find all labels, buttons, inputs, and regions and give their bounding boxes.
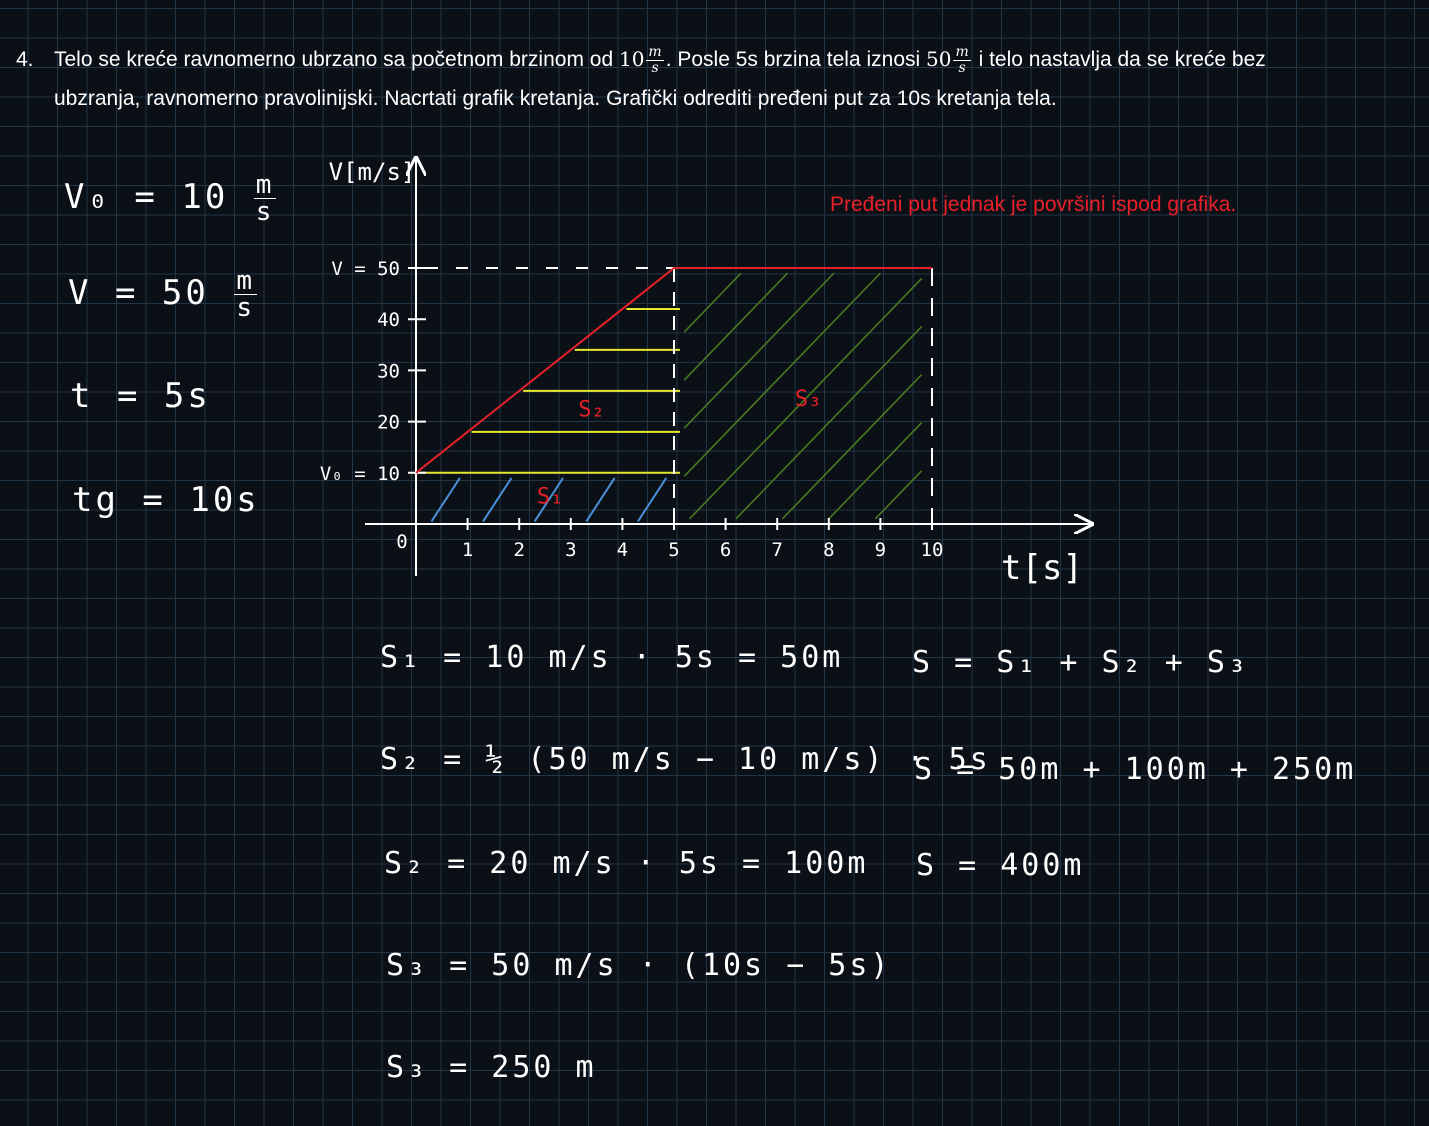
- given-v-text: V = 50: [68, 273, 209, 313]
- hatch-s3-line: [684, 273, 880, 476]
- unit-numerator: m: [648, 43, 662, 60]
- hatch-s3-line: [684, 273, 741, 332]
- y-tick-label: V₀ = 10: [319, 462, 400, 485]
- problem-text-part2: . Posle 5s brzina tela iznosi: [665, 48, 921, 71]
- hatch-s3-line: [684, 273, 787, 380]
- given-v-unit-den: s: [236, 293, 255, 323]
- hatch-s3-line: [829, 423, 922, 519]
- hatch-s1-line: [586, 478, 614, 522]
- x-tick-label: 10: [920, 539, 944, 561]
- hatch-s1-line: [483, 478, 511, 522]
- calc-s2-formula: S₂ = ½ (50 m/s − 10 m/s) · 5s: [380, 742, 991, 777]
- x-tick-label: 7: [771, 539, 783, 561]
- calc-s1: S₁ = 10 m/s · 5s = 50m: [380, 640, 844, 675]
- x-tick-label: 2: [513, 539, 525, 561]
- unit-denominator-2: s: [958, 59, 966, 76]
- hatch-s1-line: [638, 478, 666, 522]
- hatch-layer: [420, 273, 922, 521]
- region-label-3: S₃: [794, 387, 822, 413]
- x-tick-label: 4: [616, 539, 629, 561]
- y-tick-label: 40: [377, 309, 400, 332]
- x-tick-label: 1: [461, 539, 474, 561]
- area-note: Pređeni put jednak je površini ispod grafika.: [830, 193, 1237, 216]
- calc-s2-value: S₂ = 20 m/s · 5s = 100m: [384, 846, 869, 881]
- unit-denominator: s: [651, 59, 659, 76]
- given-v-unit-num: m: [236, 266, 255, 296]
- origin-label: 0: [396, 531, 408, 553]
- y-tick-label: V = 50: [331, 258, 400, 280]
- x-tick-label: 8: [823, 539, 835, 561]
- given-v0-text: V₀ = 10: [64, 177, 229, 217]
- x-tick-label: 9: [874, 539, 887, 561]
- calc-total-formula: S = S₁ + S₂ + S₃: [912, 645, 1249, 680]
- x-tick-label: 6: [719, 539, 732, 561]
- calc-s3-value: S₃ = 250 m: [386, 1050, 597, 1085]
- given-v0-unit-den: s: [255, 197, 275, 227]
- given-t: t = 5s: [70, 376, 211, 416]
- region-label-1: S₁: [536, 484, 564, 510]
- v0-value: 10: [618, 47, 645, 71]
- calc-total-sum: S = 50m + 100m + 250m: [914, 752, 1357, 787]
- problem-text-part1: Telo se kreće ravnomerno ubrzano sa početnom brzinom od: [54, 48, 614, 71]
- given-v0-unit-num: m: [255, 170, 275, 200]
- x-tick-label: 5: [668, 539, 680, 561]
- axes-layer: [365, 158, 1092, 576]
- problem-number: 4.: [16, 48, 34, 71]
- problem-text-part3: i telo nastavlja da se kreće bez: [978, 48, 1266, 71]
- given-tg: tg = 10s: [72, 480, 260, 520]
- problem-text-line2: ubzranja, ravnomerno pravolinijski. Nacrtati grafik kretanja. Grafički odrediti pređeni put za 10s kretanja tela.: [54, 87, 1057, 110]
- x-tick-label: 3: [565, 539, 577, 561]
- calc-s3-formula: S₃ = 50 m/s · (10s − 5s): [386, 948, 892, 983]
- hatch-s1-line: [431, 478, 459, 522]
- calc-total-result: S = 400m: [916, 848, 1085, 883]
- hatch-s3-line: [736, 327, 922, 519]
- hatch-s3-line: [875, 471, 921, 519]
- v-value: 50: [926, 47, 952, 71]
- y-axis-label: V[m/s]: [328, 158, 416, 186]
- y-tick-label: 20: [377, 411, 400, 434]
- region-label-2: S₂: [578, 397, 605, 423]
- y-tick-label: 30: [377, 360, 400, 383]
- unit-numerator-2: m: [955, 43, 969, 60]
- x-axis-label: t[s]: [1001, 548, 1083, 588]
